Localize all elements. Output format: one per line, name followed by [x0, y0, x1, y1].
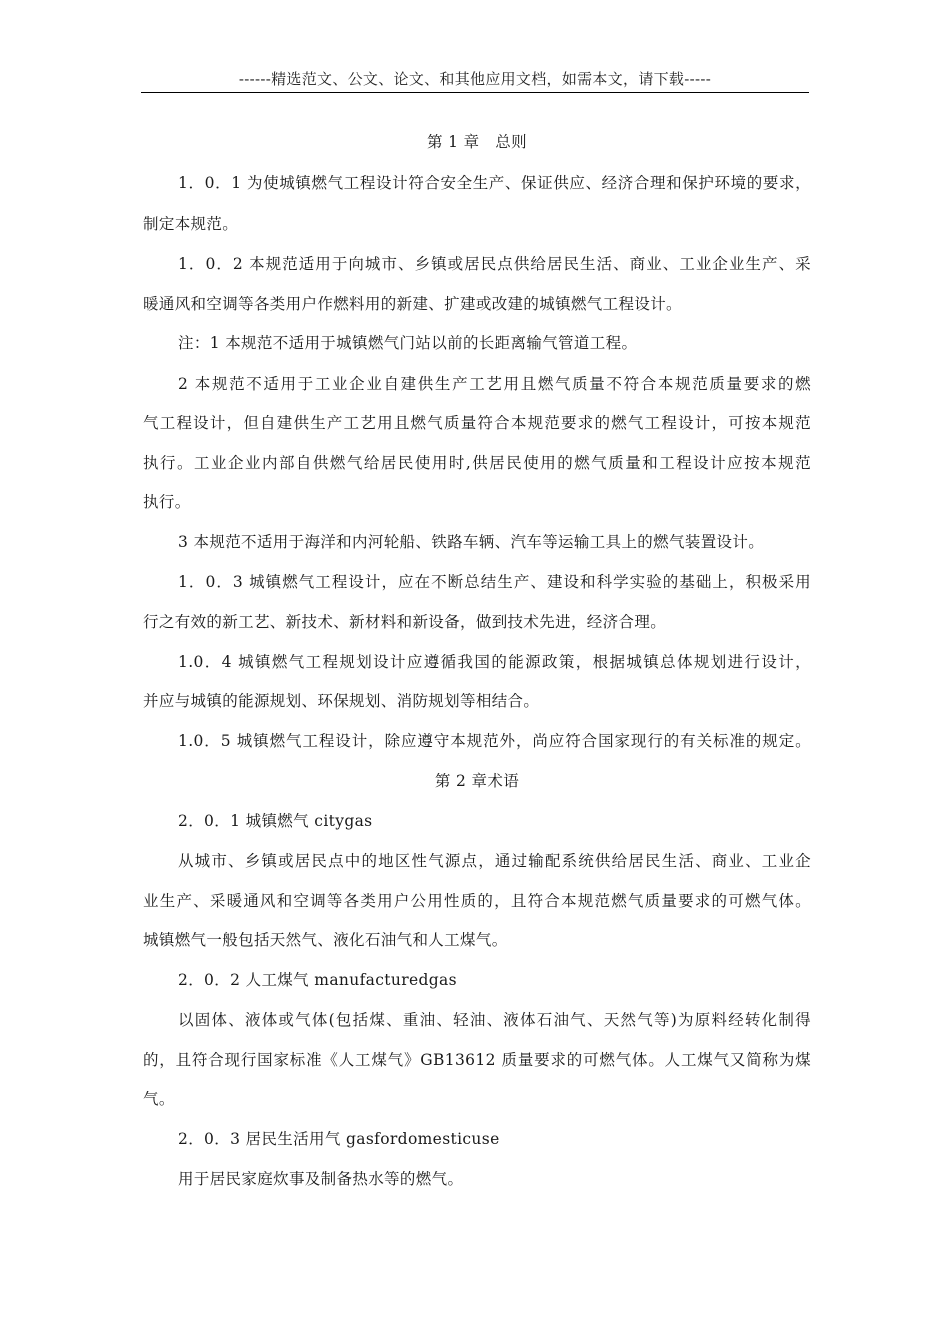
text-line: 3 本规范不适用于海洋和内河轮船、铁路车辆、汽车等运输工具上的燃气装置设计。	[178, 533, 765, 551]
text-line: 行之有效的新工艺、新技术、新材料和新设备，做到技术先进，经济合理。	[143, 613, 667, 631]
text-line: 气工程设计，但自建供生产工艺用且燃气质量符合本规范要求的燃气工程设计，可按本规范	[143, 414, 811, 432]
text-line: 1．0．2 本规范适用于向城市、乡镇或居民点供给居民生活、商业、工业企业生产、采	[178, 255, 811, 273]
text-line: 1．0．1 为使城镇燃气工程设计符合安全生产、保证供应、经济合理和保护环境的要求，	[178, 174, 811, 192]
page-header: ------精选范文、公文、论文、和其他应用文档，如需本文，请下载-----	[141, 68, 809, 93]
text-line: 从城市、乡镇或居民点中的地区性气源点，通过输配系统供给居民生活、商业、工业企	[178, 852, 811, 870]
text-line: 注：1 本规范不适用于城镇燃气门站以前的长距离输气管道工程。	[178, 334, 638, 352]
text-line: 制定本规范。	[143, 215, 239, 233]
text-line: 1.0．4 城镇燃气工程规划设计应遵循我国的能源政策，根据城镇总体规划进行设计，	[178, 653, 811, 671]
text-line: 2．0．1 城镇燃气 citygas	[178, 812, 373, 830]
text-line: 以固体、液体或气体(包括煤、重油、轻油、液体石油气、天然气等)为原料经转化制得	[178, 1011, 811, 1029]
text-line: 并应与城镇的能源规划、环保规划、消防规划等相结合。	[143, 692, 540, 710]
text-line: 执行。工业企业内部自供燃气给居民使用时,供居民使用的燃气质量和工程设计应按本规范	[143, 454, 811, 472]
text-line: 的，且符合现行国家标准《人工煤气》GB13612 质量要求的可燃气体。人工煤气又简称为煤	[143, 1051, 811, 1069]
text-line: 1．0．3 城镇燃气工程设计，应在不断总结生产、建设和科学实验的基础上，积极采用	[178, 573, 811, 591]
text-line: 用于居民家庭炊事及制备热水等的燃气。	[178, 1170, 464, 1188]
text-line: 业生产、采暖通风和空调等各类用户公用性质的，且符合本规范燃气质量要求的可燃气体。	[143, 892, 811, 910]
text-line: 城镇燃气一般包括天然气、液化石油气和人工煤气。	[143, 931, 508, 949]
text-line: 气。	[143, 1090, 175, 1108]
section-heading: 第 2 章术语	[434, 772, 520, 790]
text-line: 1.0．5 城镇燃气工程设计，除应遵守本规范外，尚应符合国家现行的有关标准的规定。	[178, 732, 811, 750]
text-line: 执行。	[143, 493, 191, 511]
section-heading: 第 1 章 总则	[426, 133, 528, 151]
text-line: 2 本规范不适用于工业企业自建供生产工艺用且燃气质量不符合本规范质量要求的燃	[178, 375, 811, 393]
text-line: 暖通风和空调等各类用户作燃料用的新建、扩建或改建的城镇燃气工程设计。	[143, 295, 682, 313]
text-line: 2．0．2 人工煤气 manufacturedgas	[178, 971, 457, 989]
text-line: 2．0．3 居民生活用气 gasfordomesticuse	[178, 1130, 500, 1148]
